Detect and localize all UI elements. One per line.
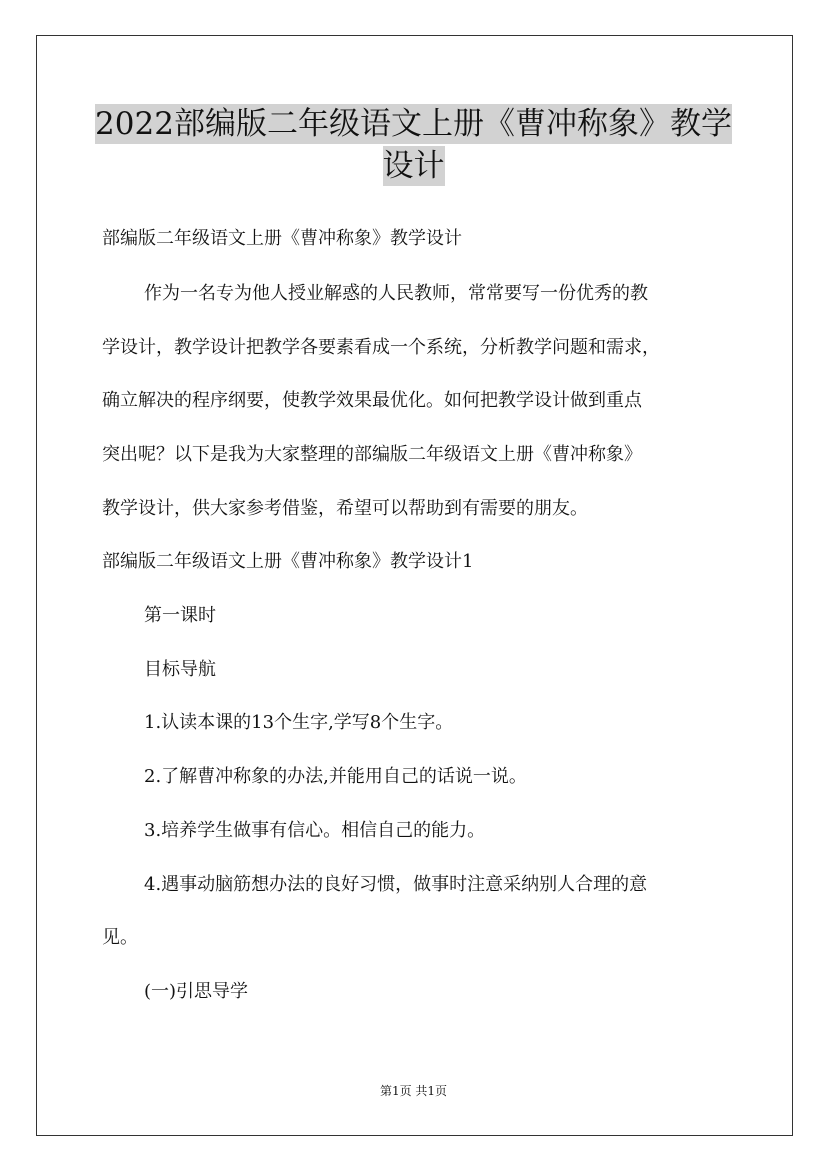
intro-line-5: 教学设计，供大家参考借鉴，希望可以帮助到有需要的朋友。 bbox=[102, 498, 588, 519]
goal-item-3: 3.培养学生做事有信心。相信自己的能力。 bbox=[144, 820, 486, 841]
document-subtitle: 部编版二年级语文上册《曹冲称象》教学设计 bbox=[102, 228, 462, 249]
intro-line-3: 确立解决的程序纲要，使教学效果最优化。如何把教学设计做到重点 bbox=[102, 390, 642, 411]
goal-item-4: 4.遇事动脑筋想办法的良好习惯，做事时注意采纳别人合理的意 bbox=[144, 874, 648, 895]
page-footer: 第1页 共1页 bbox=[379, 1084, 448, 1098]
goals-heading: 目标导航 bbox=[144, 659, 216, 680]
document-title-line-1: 2022部编版二年级语文上册《曹冲称象》教学 bbox=[95, 106, 732, 142]
intro-line-4: 突出呢？以下是我为大家整理的部编版二年级语文上册《曹冲称象》 bbox=[102, 444, 642, 465]
document-title-continued bbox=[60, 146, 767, 186]
part-heading: (一)引思导学 bbox=[144, 981, 249, 1002]
document-title-line-2: 设计 bbox=[382, 148, 445, 184]
lesson-label: 第一课时 bbox=[144, 605, 216, 626]
goal-item-1: 1.认读本课的13个生字,学写8个生字。 bbox=[144, 712, 454, 733]
intro-line-2: 学设计，教学设计把教学各要素看成一个系统，分析教学问题和需求， bbox=[102, 337, 660, 358]
goal-item-2: 2.了解曹冲称象的办法,并能用自己的话说一说。 bbox=[144, 766, 527, 787]
goal-item-4-continued: 见。 bbox=[102, 927, 138, 948]
section-heading: 部编版二年级语文上册《曹冲称象》教学设计1 bbox=[102, 551, 474, 572]
page-border bbox=[36, 35, 793, 1136]
document-title bbox=[60, 104, 767, 144]
intro-line-1: 作为一名专为他人授业解惑的人民教师，常常要写一份优秀的教 bbox=[144, 283, 648, 304]
